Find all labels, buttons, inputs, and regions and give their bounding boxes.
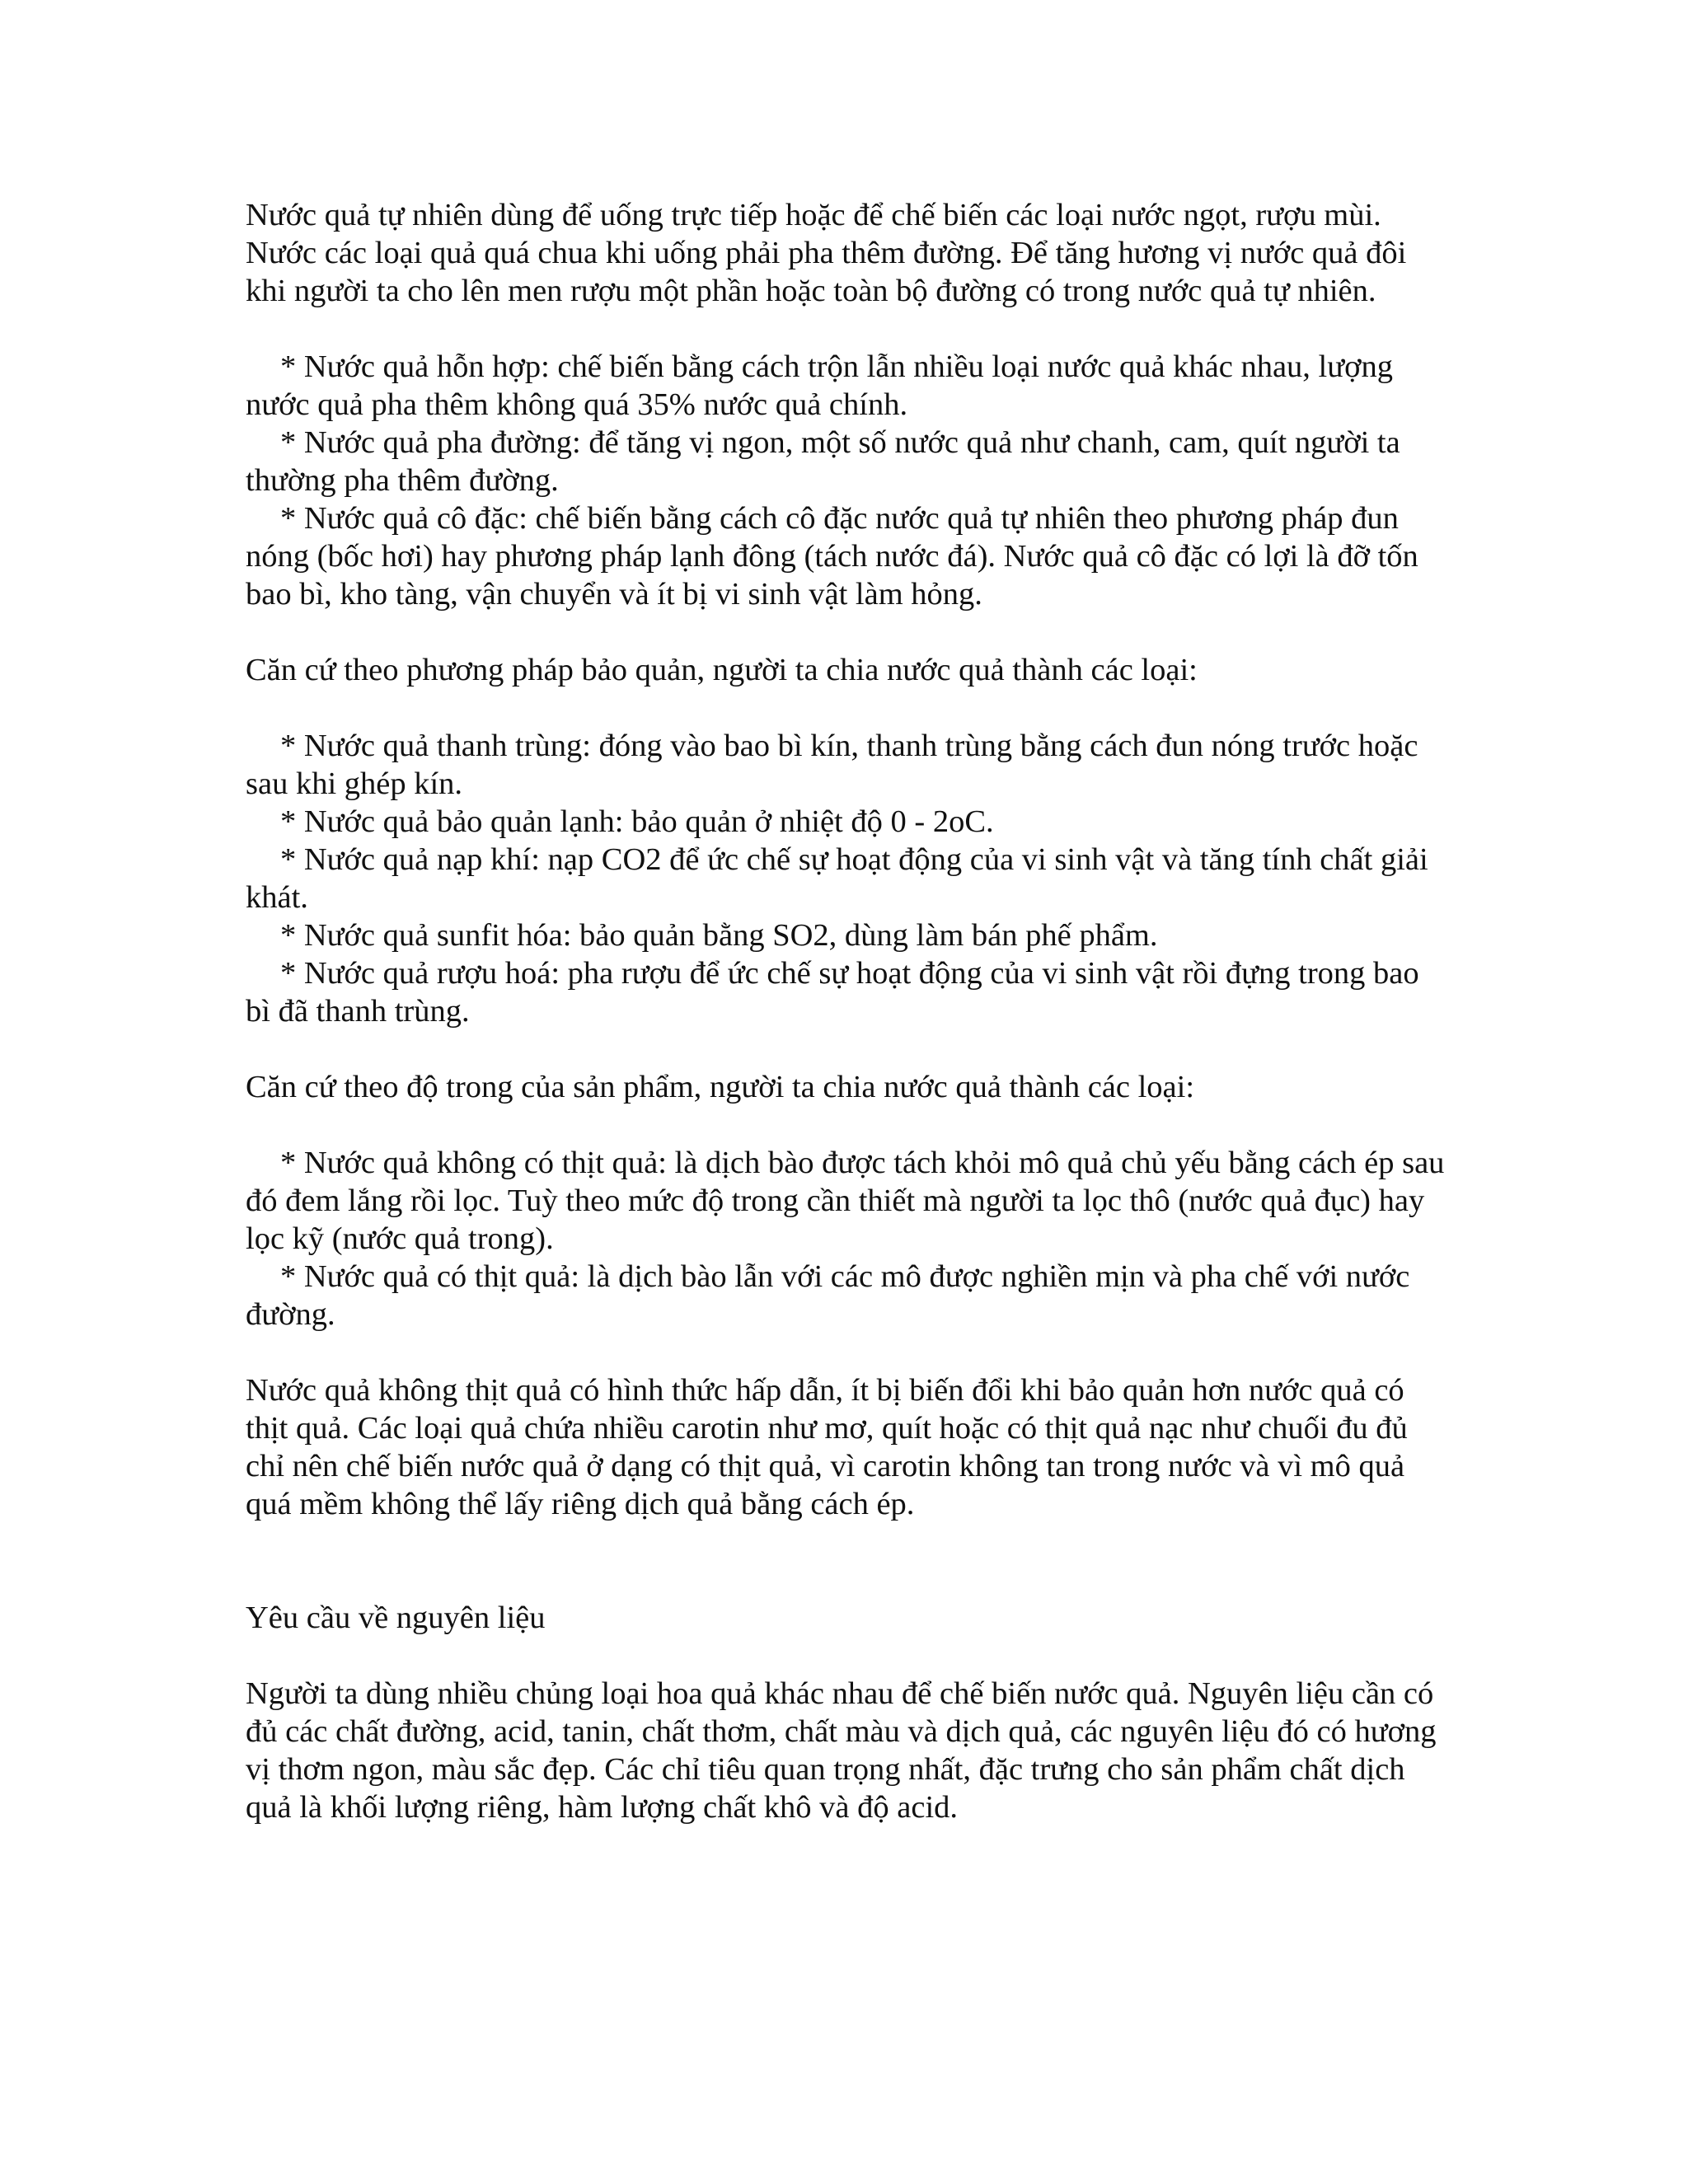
paragraph-gap xyxy=(246,310,1451,348)
preservation-bullet-sulfited: * Nước quả sunfit hóa: bảo quản bằng SO2, dùng làm bán phế phẩm. xyxy=(280,918,1158,953)
paragraph-comparison: Nước quả không thịt quả có hình thức hấp dẫn, ít bị biến đổi khi bảo quản hơn nước quả có thịt quả. Các loại quả chứa nhiều carotin như mơ, quít hoặc có thịt quả nạc như chuối đu đủ chỉ nên chế biến nước quả ở dạng có thịt quả, vì carotin không tan trong nước và vì mô quả quá mềm không thể lấy riêng dịch quả bằng cách ép. xyxy=(246,1373,1408,1521)
paragraph-gap xyxy=(246,613,1451,651)
paragraph-gap xyxy=(246,1106,1451,1144)
section-gap xyxy=(246,1523,1451,1599)
clarity-bullet-no-pulp: * Nước quả không có thịt quả: là dịch bào được tách khỏi mô quả chủ yếu bằng cách ép sau đó đem lắng rồi lọc. Tuỳ theo mức độ trong cần thiết mà người ta lọc thô (nước quả đục) hay lọc kỹ (nước quả trong). xyxy=(246,1146,1445,1256)
paragraph-clarity-intro: Căn cứ theo độ trong của sản phẩm, người ta chia nước quả thành các loại: xyxy=(246,1070,1195,1104)
preservation-bullet-pasteurized: * Nước quả thanh trùng: đóng vào bao bì kín, thanh trùng bằng cách đun nóng trước hoặc sau khi ghép kín. xyxy=(246,729,1418,801)
paragraph-gap xyxy=(246,1333,1451,1371)
clarity-bullet-with-pulp: * Nước quả có thịt quả: là dịch bào lẫn với các mô được nghiền mịn và pha chế với nước đường. xyxy=(246,1259,1410,1332)
section-heading: Yêu cầu về nguyên liệu xyxy=(246,1601,546,1635)
paragraph-intro: Nước quả tự nhiên dùng để uống trực tiếp hoặc để chế biến các loại nước ngọt, rượu mùi. Nước các loại quả quá chua khi uống phải pha thêm đường. Để tăng hương vị nước quả đôi khi người ta cho lên men rượu một phần hoặc toàn bộ đường có trong nước quả tự nhiên. xyxy=(246,198,1407,308)
type-bullet-sugared: * Nước quả pha đường: để tăng vị ngon, một số nước quả như chanh, cam, quít người ta thường pha thêm đường. xyxy=(246,425,1400,498)
preservation-bullet-cold: * Nước quả bảo quản lạnh: bảo quản ở nhiệt độ 0 - 2oC. xyxy=(280,804,994,839)
type-bullet-concentrated: * Nước quả cô đặc: chế biến bằng cách cô đặc nước quả tự nhiên theo phương pháp đun nóng (bốc hơi) hay phương pháp lạnh đông (tách nước đá). Nước quả cô đặc có lợi là đỡ tốn bao bì, kho tàng, vận chuyển và ít bị vi sinh vật làm hỏng. xyxy=(246,501,1418,612)
paragraph-gap xyxy=(246,689,1451,727)
paragraph-gap xyxy=(246,1637,1451,1675)
preservation-bullet-carbonated: * Nước quả nạp khí: nạp CO2 để ức chế sự hoạt động của vi sinh vật và tăng tính chất giải khát. xyxy=(246,842,1428,915)
type-bullet-mixed: * Nước quả hỗn hợp: chế biến bằng cách trộn lẫn nhiều loại nước quả khác nhau, lượng nước quả pha thêm không quá 35% nước quả chính. xyxy=(246,349,1393,422)
preservation-bullet-alcoholized: * Nước quả rượu hoá: pha rượu để ức chế sự hoạt động của vi sinh vật rồi đựng trong bao bì đã thanh trùng. xyxy=(246,956,1419,1029)
paragraph-requirements: Người ta dùng nhiều chủng loại hoa quả khác nhau để chế biến nước quả. Nguyên liệu cần có đủ các chất đường, acid, tanin, chất thơm, chất màu và dịch quả, các nguyên liệu đó có hương vị thơm ngon, màu sắc đẹp. Các chỉ tiêu quan trọng nhất, đặc trưng cho sản phẩm chất dịch quả là khối lượng riêng, hàm lượng chất khô và độ acid. xyxy=(246,1676,1437,1825)
paragraph-preservation-intro: Căn cứ theo phương pháp bảo quản, người ta chia nước quả thành các loại: xyxy=(246,653,1198,687)
document-body xyxy=(246,196,1451,1826)
paragraph-gap xyxy=(246,1030,1451,1068)
